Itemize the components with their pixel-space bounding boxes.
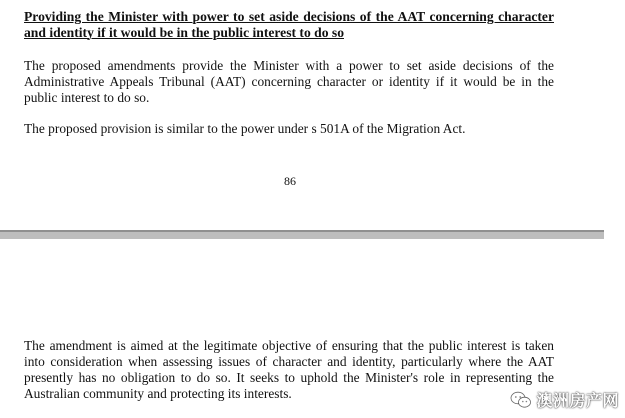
watermark-text: 澳洲房产网 (536, 391, 619, 410)
wechat-icon (510, 391, 532, 409)
paragraph-proposed-amendments: The proposed amendments provide the Minister with a power to set aside decisions of the Administrative Appeals Tribunal (AAT) concerning character or identity if it would be in the public interest to do so. (24, 58, 554, 105)
section-heading: Providing the Minister with power to set aside decisions of the AAT concerning character and identity if it would be in the public interest to do so (24, 9, 554, 40)
page-separator-gap (604, 230, 625, 240)
paragraph-amendment-objective: The amendment is aimed at the legitimate objective of ensuring that the public interest is taken into consideration when assessing issues of character and identity, particularly where the AAT presently has no obligation to do so. It seeks to uphold the Minister's role in representing the Australian community and protecting its interests. (24, 338, 554, 401)
page-number: 86 (284, 174, 296, 188)
page-separator (0, 230, 604, 239)
source-watermark (510, 388, 619, 411)
paragraph-similar-provision: The proposed provision is similar to the power under s 501A of the Migration Act. (24, 121, 466, 136)
